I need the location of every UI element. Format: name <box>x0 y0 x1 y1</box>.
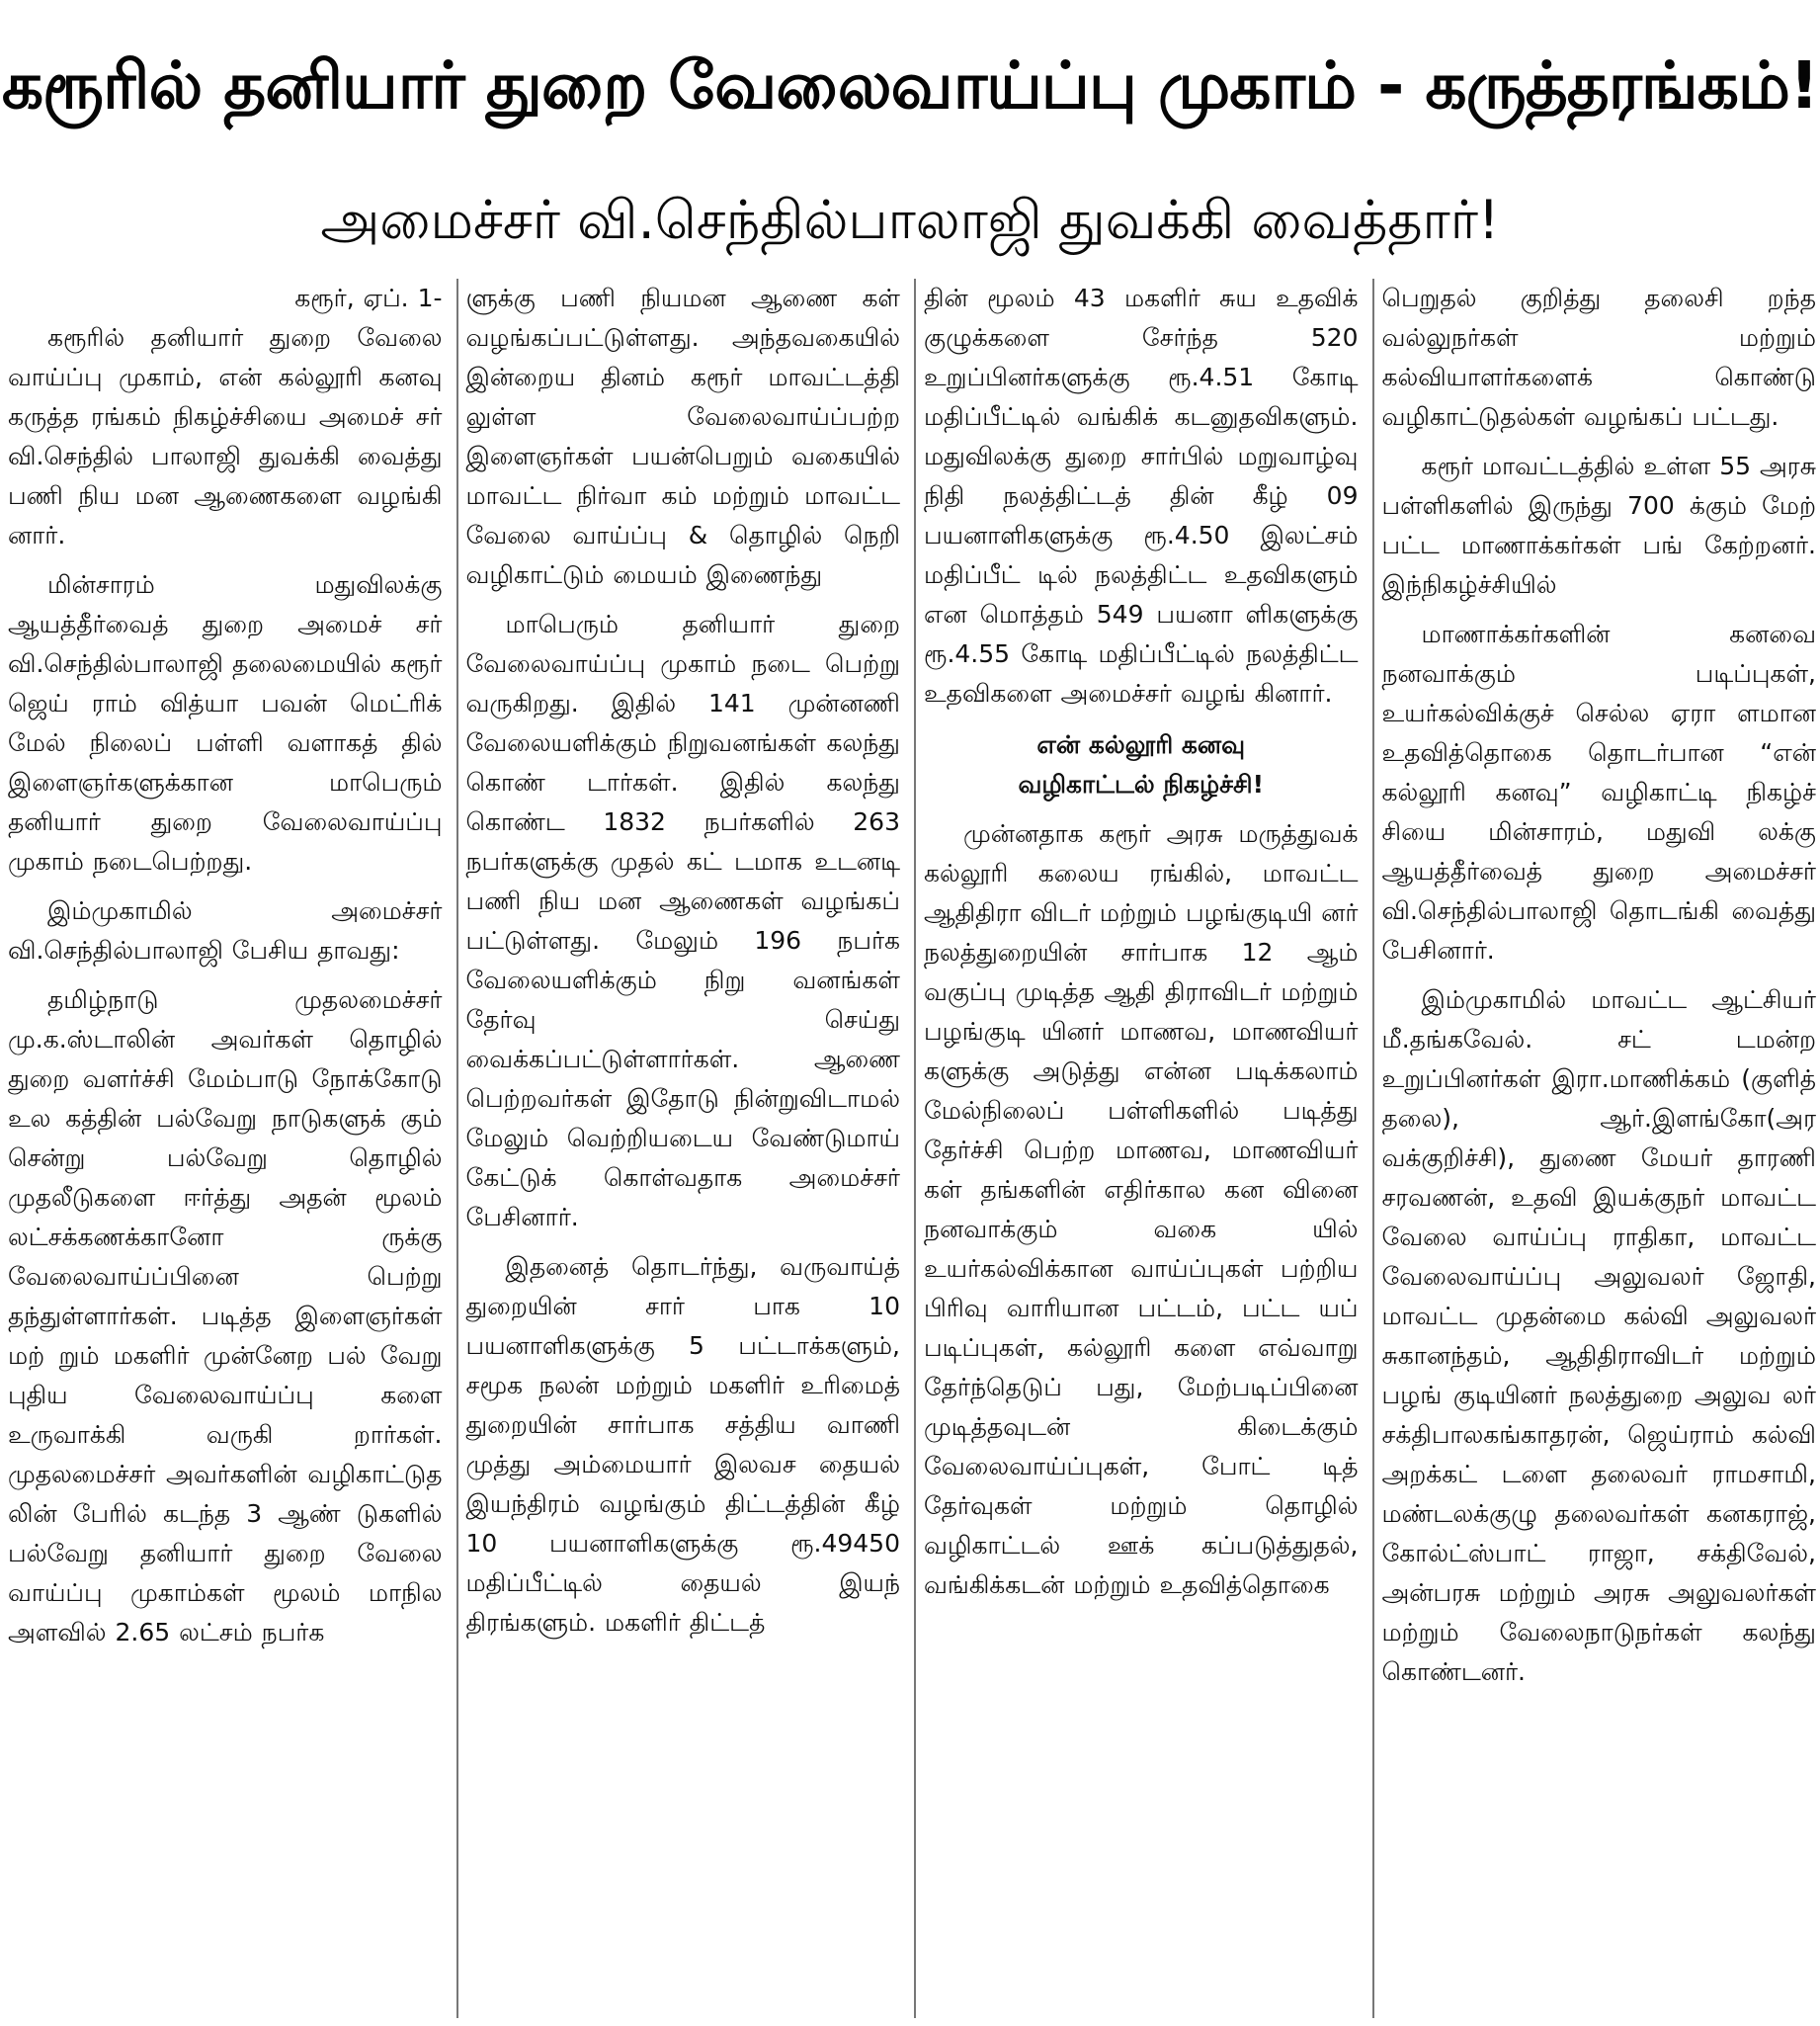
paragraph: இதனைத் தொடர்ந்து, வருவாய்த் துறையின் சார் பாக 10 பயனாளிகளுக்கு 5 பட்டாக்களும், சமூக நலன் மற்றும் மகளிர் உரிமைத் துறையின் சார்பாக சத்திய வாணி முத்து அம்மையார் இலவச தையல் இயந்திரம் வழங்கும் திட்டத்தின் கீழ் 10 பயனாளிகளுக்கு ரூ.49450 மதிப்பீட்டில் தையல் இயந் திரங்களும். மகளிர் திட்டத் <box>465 1252 900 1637</box>
subheading-line-1: என் கல்லூரி கனவு <box>1036 730 1246 759</box>
headline: கரூரில் தனியார் துறை வேலைவாய்ப்பு முகாம் - கருத்தரங்கம்! <box>1 47 1819 124</box>
paragraph: இம்முகாமில் அமைச்சர் வி.செந்தில்பாலாஜி பேசிய தாவது: <box>8 896 443 965</box>
section-subheading <box>924 725 1359 804</box>
article-columns <box>4 279 1816 2018</box>
paragraph: ளுக்கு பணி நியமன ஆணை கள் வழங்கப்பட்டுள்ளது. அந்தவகையில் இன்றைய தினம் கரூர் மாவட்டத்தி லுள்ள வேலைவாய்ப்பற்ற இளைஞர்கள் பயன்பெறும் வகையில் மாவட்ட நிர்வா கம் மற்றும் மாவட்ட வேலை வாய்ப்பு & தொழில் நெறி வழிகாட்டும் மையம் இணைந்து <box>465 284 900 589</box>
paragraph: மின்சாரம் மதுவிலக்கு ஆயத்தீர்வைத் துறை அமைச் சர் வி.செந்தில்பாலாஜி தலைமையில் கரூர் ஜெய் ராம் வித்யா பவன் மெட்ரிக் மேல் நிலைப் பள்ளி வளாகத் தில் இளைஞர்களுக்கான மாபெரும் தனியார் துறை வேலைவாய்ப்பு முகாம் நடைபெற்றது. <box>8 570 443 876</box>
paragraph: மாபெரும் தனியார் துறை வேலைவாய்ப்பு முகாம் நடை பெற்று வருகிறது. இதில் 141 முன்னணி வேலையளிக்கும் நிறுவனங்கள் கலந்து கொண் டார்கள். இதில் கலந்து கொண்ட 1832 நபர்களில் 263 நபர்களுக்கு முதல் கட் டமாக உடனடி பணி நிய மன ஆணைகள் வழங்கப் பட்டுள்ளது. மேலும் 196 நபர்க வேலையளிக்கும் நிறு வனங்கள் தேர்வு செய்து வைக்கப்பட்டுள்ளார்கள். ஆணை பெற்றவர்கள் இதோடு நின்றுவிடாமல் மேலும் வெற்றியடைய வேண்டுமாய் கேட்டுக் கொள்வதாக அமைச்சர் பேசினார். <box>465 610 900 1231</box>
column-2 <box>456 279 901 2018</box>
paragraph: கரூர் மாவட்டத்தில் உள்ள 55 அரசு பள்ளிகளில் இருந்து 700 க்கும் மேற் பட்ட மாணாக்கர்கள் பங் கேற்றனர். இந்நிகழ்ச்சியில் <box>1381 452 1816 599</box>
paragraph: மாணாக்கர்களின் கனவை நனவாக்கும் படிப்புகள், உயர்கல்விக்குச் செல்ல ஏரா ளமான உதவித்தொகை தொடர்பான “என் கல்லூரி கனவு” வழிகாட்டி நிகழ்ச் சியை மின்சாரம், மதுவி லக்கு ஆயத்தீர்வைத் துறை அமைச்சர் வி.செந்தில்பாலாஜி தொடங்கி வைத்து பேசினார். <box>1381 620 1816 965</box>
dateline: கரூர், ஏப். 1- <box>294 284 443 312</box>
paragraph: முன்னதாக கரூர் அரசு மருத்துவக் கல்லூரி கலைய ரங்கில், மாவட்ட ஆதிதிரா விடர் மற்றும் பழங்குடியி னர் நலத்துறையின் சார்பாக 12 ஆம் வகுப்பு முடித்த ஆதி திராவிடர் மற்றும் பழங்குடி யினர் மாணவ, மாணவியர் களுக்கு அடுத்து என்ன படிக்கலாம் மேல்நிலைப் பள்ளிகளில் படித்து தேர்ச்சி பெற்ற மாணவ, மாணவியர் கள் தங்களின் எதிர்கால கன வினை நனவாக்கும் வகை யில் உயர்கல்விக்கான வாய்ப்புகள் பற்றிய பிரிவு வாரியான பட்டம், பட்ட யப் படிப்புகள், கல்லூரி களை எவ்வாறு தேர்ந்தெடுப் பது, மேற்படிப்பினை முடித்தவுடன் கிடைக்கும் வேலைவாய்ப்புகள், போட் டித் தேர்வுகள் மற்றும் தொழில் வழிகாட்டல் ஊக் கப்படுத்துதல், வங்கிக்கடன் மற்றும் உதவித்தொகை <box>924 819 1359 1599</box>
column-3 <box>914 279 1359 2018</box>
paragraph: தமிழ்நாடு முதலமைச்சர் மு.க.ஸ்டாலின் அவர்கள் தொழில் துறை வளர்ச்சி மேம்பாடு நோக்கோடு உல கத்தின் பல்வேறு நாடுகளுக் கும் சென்று பல்வேறு தொழில் முதலீடுகளை ஈர்த்து அதன் மூலம் லட்சக்கணக்கானோ ருக்கு வேலைவாய்ப்பினை பெற்று தந்துள்ளார்கள். படித்த இளைஞர்கள் மற் றும் மகளிர் முன்னேற பல் வேறு புதிய வேலைவாய்ப்பு களை உருவாக்கி வருகி றார்கள். முதலமைச்சர் அவர்களின் வழிகாட்டுத லின் பேரில் கடந்த 3 ஆண் டுகளில் பல்வேறு தனியார் துறை வேலை வாய்ப்பு முகாம்கள் மூலம் மாநில அளவில் 2.65 லட்சம் நபர்க <box>8 985 443 1646</box>
column-1 <box>4 279 443 2018</box>
paragraph: தின் மூலம் 43 மகளிர் சுய உதவிக் குழுக்களை சேர்ந்த 520 உறுப்பினர்களுக்கு ரூ.4.51 கோடி மதிப்பீட்டில் வங்கிக் கடனுதவிகளும். மதுவிலக்கு துறை சார்பில் மறுவாழ்வு நிதி நலத்திட்டத் தின் கீழ் 09 பயனாளிகளுக்கு ரூ.4.50 இலட்சம் மதிப்பீட் டில் நலத்திட்ட உதவிகளும் என மொத்தம் 549 பயனா ளிகளுக்கு ரூ.4.55 கோடி மதிப்பீட்டில் நலத்திட்ட உதவிகளை அமைச்சர் வழங் கினார். <box>924 284 1359 708</box>
paragraph: பெறுதல் குறித்து தலைசி றந்த வல்லுநர்கள் மற்றும் கல்வியாளர்களைக் கொண்டு வழிகாட்டுதல்கள் வழங்கப் பட்டது. <box>1381 284 1816 431</box>
paragraph: கரூரில் தனியார் துறை வேலை வாய்ப்பு முகாம், என் கல்லூரி கனவு கருத்த ரங்கம் நிகழ்ச்சியை அமைச் சர் வி.செந்தில் பாலாஜி துவக்கி வைத்து பணி நிய மன ஆணைகளை வழங்கி னார். <box>8 323 443 549</box>
subheading-line-2: வழிகாட்டல் நிகழ்ச்சி! <box>1018 770 1264 799</box>
column-4 <box>1372 279 1817 2018</box>
subheadline: அமைச்சர் வி.செந்தில்பாலாஜி துவக்கி வைத்தார்! <box>320 189 1500 251</box>
paragraph: இம்முகாமில் மாவட்ட ஆட்சியர் மீ.தங்கவேல். சட் டமன்ற உறுப்பினர்கள் இரா.மாணிக்கம் (குளித் தலை), ஆர்.இளங்கோ(அர வக்குறிச்சி), துணை மேயர் தாரணி சரவணன், உதவி இயக்குநர் மாவட்ட வேலை வாய்ப்பு ராதிகா, மாவட்ட வேலைவாய்ப்பு அலுவலர் ஜோதி, மாவட்ட முதன்மை கல்வி அலுவலர் சுகானந்தம், ஆதிதிராவிடர் மற்றும் பழங் குடியினர் நலத்துறை அலுவ லர் சக்திபாலகங்காதரன், ஜெய்ராம் கல்வி அறக்கட் டளை தலைவர் ராமசாமி, மண்டலக்குழு தலைவர்கள் கனகராஜ், கோல்ட்ஸ்பாட் ராஜா, சக்திவேல், அன்பரசு மற்றும் அரசு அலுவலர்கள் மற்றும் வேலைநாடுநர்கள் கலந்து கொண்டனர். <box>1381 985 1816 1686</box>
